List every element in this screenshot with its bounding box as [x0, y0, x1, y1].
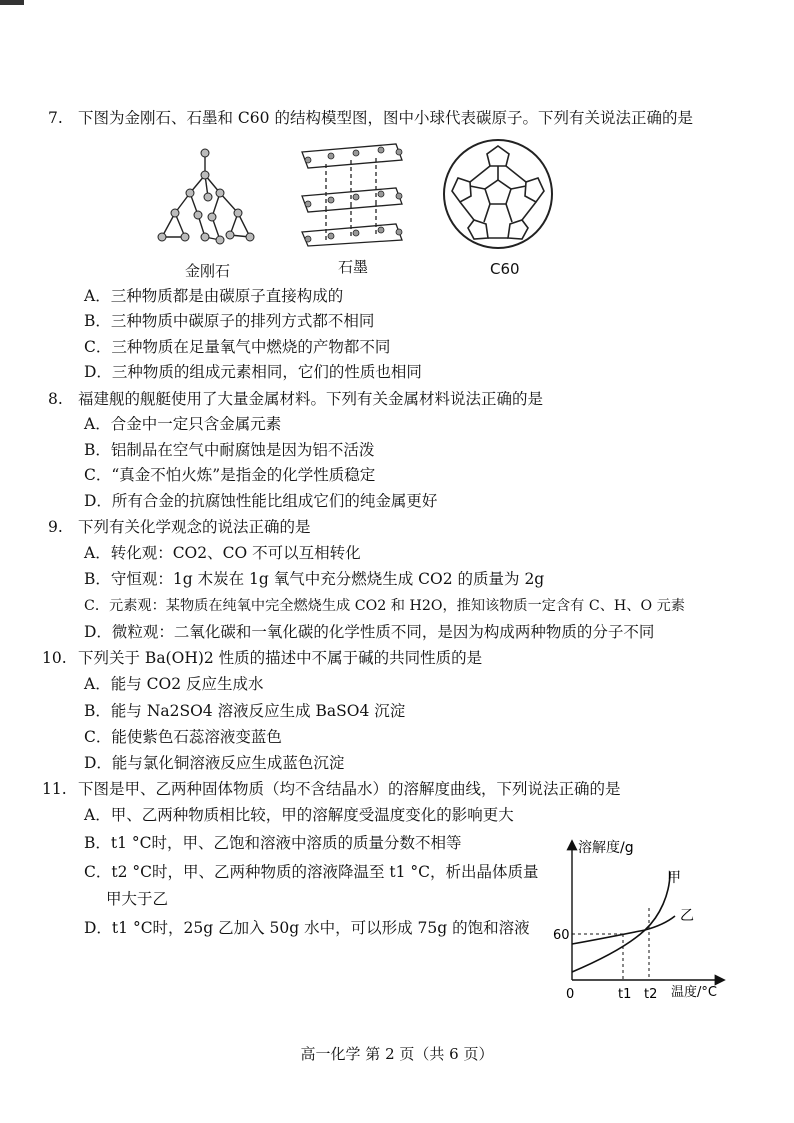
y-axis-label: 溶解度/g — [578, 840, 634, 856]
option-c: C．t2 °C时，甲、乙两种物质的溶液降温至 t1 °C，析出晶体质量 — [84, 863, 539, 881]
option-c-continuation: 甲大于乙 — [106, 890, 169, 908]
question-stem: 下图为金刚石、石墨和 C60 的结构模型图，图中小球代表碳原子。下列有关说法正确的是 — [78, 109, 693, 127]
question-stem: 下列关于 Ba(OH)2 性质的描述中不属于碱的共同性质的是 — [78, 649, 483, 667]
question-stem: 下图是甲、乙两种固体物质（均不含结晶水）的溶解度曲线，下列说法正确的是 — [78, 780, 621, 798]
option-d: D．微粒观：二氧化碳和一氧化碳的化学性质不同，是因为构成两种物质的分子不同 — [84, 623, 655, 641]
curve-b — [572, 916, 675, 944]
diamond-caption: 金刚石 — [185, 262, 231, 280]
option-c: C．“真金不怕火炼”是指金的化学性质稳定 — [84, 466, 376, 484]
option-b: B．能与 Na2SO4 溶液反应生成 BaSO4 沉淀 — [84, 702, 406, 720]
series-b-label: 乙 — [680, 908, 694, 924]
question-number: 10. — [42, 649, 67, 667]
option-a: A．能与 CO2 反应生成水 — [84, 675, 264, 693]
option-a: A．转化观：CO2、CO 不可以互相转化 — [84, 544, 361, 562]
c60-structure-figure — [440, 136, 556, 252]
graphite-caption: 石墨 — [338, 258, 369, 276]
question-number: 11. — [42, 780, 67, 798]
option-b: B．守恒观：1g 木炭在 1g 氧气中充分燃烧生成 CO2 的质量为 2g — [84, 570, 545, 588]
y-tick-60: 60 — [553, 928, 570, 943]
option-a: A．三种物质都是由碳原子直接构成的 — [84, 287, 344, 305]
c60-caption: C60 — [490, 260, 520, 278]
question-number: 7. — [48, 109, 63, 127]
t1-label: t1 — [618, 987, 632, 1002]
option-a: A．甲、乙两种物质相比较，甲的溶解度受温度变化的影响更大 — [84, 806, 514, 824]
graphite-structure-figure — [296, 138, 408, 250]
option-b: B．铝制品在空气中耐腐蚀是因为铝不活泼 — [84, 441, 375, 459]
option-d: D．能与氯化铜溶液反应生成蓝色沉淀 — [84, 754, 345, 772]
question-number: 9. — [48, 518, 63, 536]
curve-a — [572, 872, 670, 972]
option-d: D．所有合金的抗腐蚀性能比组成它们的纯金属更好 — [84, 492, 438, 510]
option-c: C．能使紫色石蕊溶液变蓝色 — [84, 728, 282, 746]
option-c: C．三种物质在足量氧气中燃烧的产物都不同 — [84, 338, 391, 356]
solubility-curve-figure — [545, 832, 735, 1010]
option-a: A．合金中一定只含金属元素 — [84, 415, 282, 433]
origin-label: 0 — [566, 987, 575, 1002]
x-axis-label: 温度/°C — [671, 985, 717, 1000]
page-footer: 高一化学 第 2 页（共 6 页） — [300, 1045, 494, 1063]
option-d: D．t1 °C时，25g 乙加入 50g 水中，可以形成 75g 的饱和溶液 — [84, 919, 530, 937]
t2-label: t2 — [644, 987, 658, 1002]
question-stem: 下列有关化学观念的说法正确的是 — [78, 518, 311, 536]
option-b: B．t1 °C时，甲、乙饱和溶液中溶质的质量分数不相等 — [84, 834, 462, 852]
diamond-structure-figure — [150, 145, 270, 250]
option-c: C．元素观：某物质在纯氧中完全燃烧生成 CO2 和 H2O，推知该物质一定含有 C、H、O 元素 — [84, 598, 685, 614]
question-number: 8. — [48, 390, 63, 408]
scan-mark — [0, 0, 24, 5]
series-a-label: 甲 — [667, 870, 681, 886]
option-d: D．三种物质的组成元素相同，它们的性质也相同 — [84, 363, 422, 381]
option-b: B．三种物质中碳原子的排列方式都不相同 — [84, 312, 375, 330]
question-stem: 福建舰的舰艇使用了大量金属材料。下列有关金属材料说法正确的是 — [78, 390, 544, 408]
